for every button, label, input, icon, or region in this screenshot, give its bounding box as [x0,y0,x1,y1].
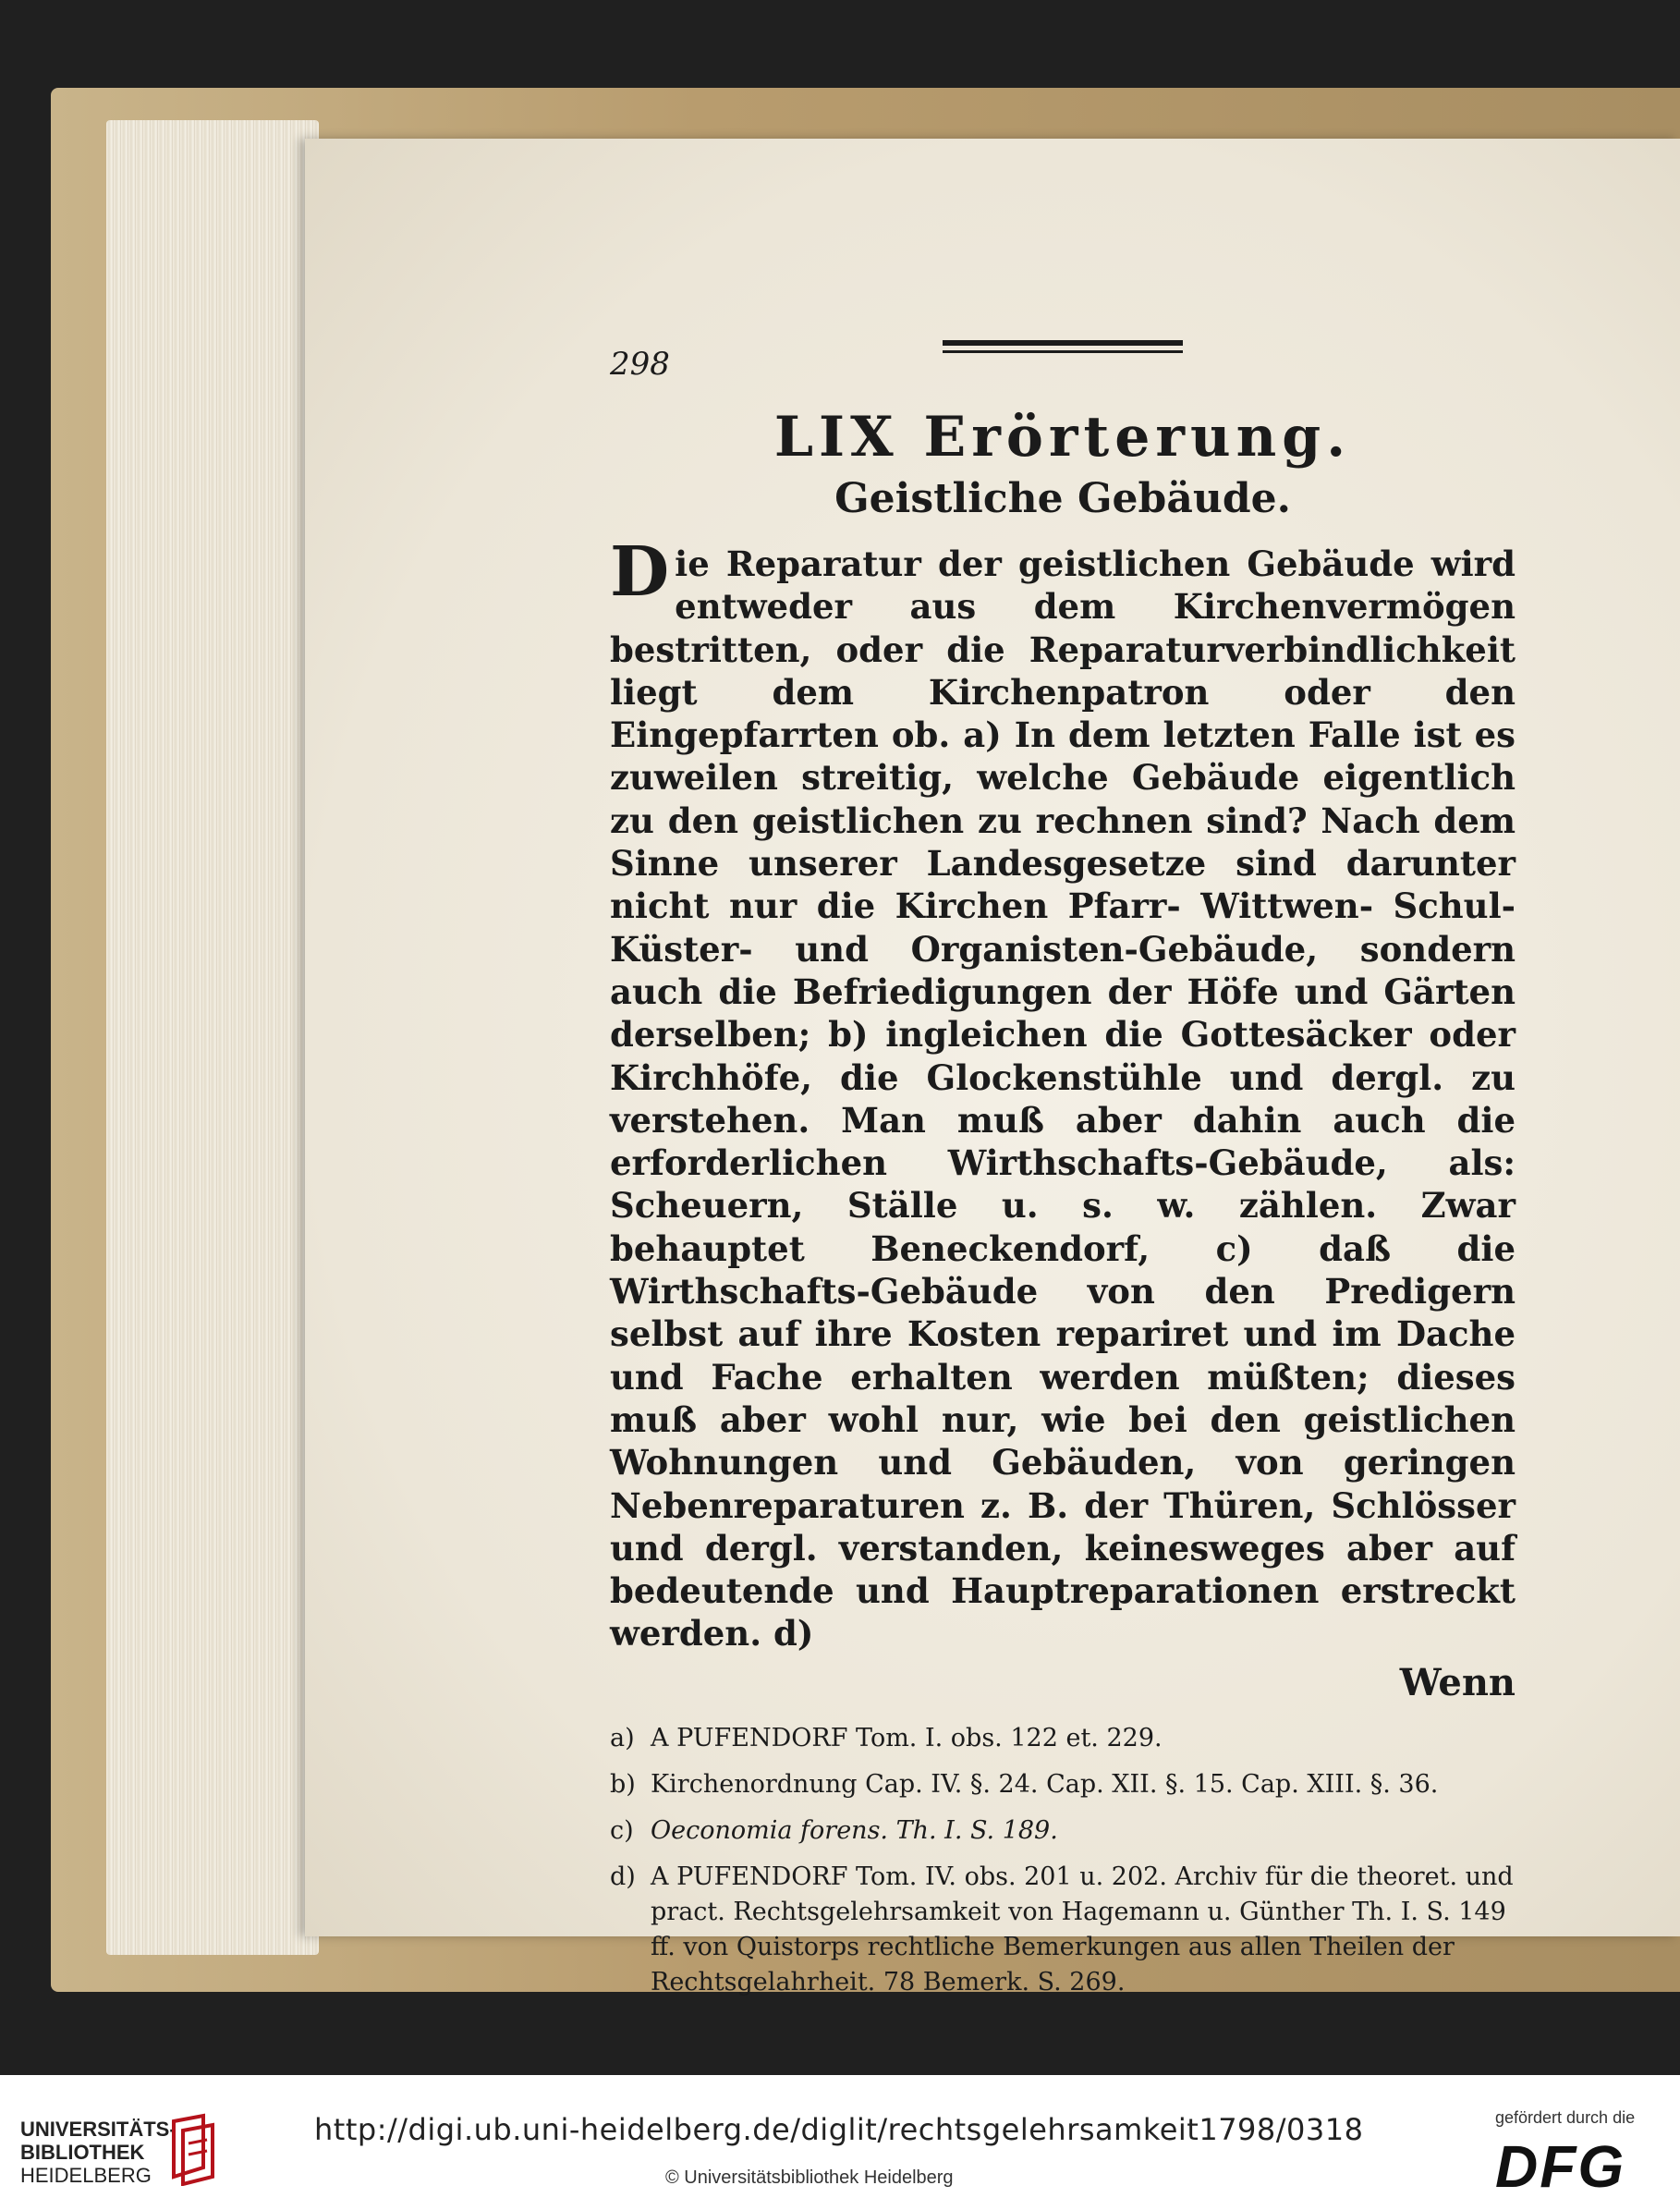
footnote-label: d) [610,1862,636,1891]
header-ornament [943,340,1183,357]
page-number: 298 [610,346,670,383]
library-name-line3: HEIDELBERG [20,2164,152,2187]
library-logo-icon [166,2112,222,2186]
funding-caption: gefördert durch die [1495,2108,1636,2127]
copyright-text: © Universitätsbibliothek Heidelberg [665,2167,954,2188]
footnote-b [610,1767,1516,1802]
footnote-text: Oeconomia forens. Th. I. S. 189. [651,1815,1058,1845]
footnote-text: Kirchenordnung Cap. IV. §. 24. Cap. XII. §. 15. Cap. XIII. §. 36. [651,1769,1439,1799]
body-text [610,532,1516,1655]
footer-bar [0,2075,1680,2210]
footnote-d [610,1860,1516,2000]
chapter-subtitle: Geistliche Gebäude. [834,475,1291,522]
drop-initial: D [610,532,670,612]
dfg-logo: DFG [1495,2133,1626,2200]
footnote-a [610,1721,1516,1756]
footnotes [610,1721,1516,2000]
library-name-line2: BIBLIOTHEK [20,2141,145,2164]
footnote-c [610,1813,1516,1849]
page-edges [106,120,319,1955]
footnote-label: c) [610,1815,634,1845]
library-logo-text [20,2118,177,2187]
permalink-url[interactable]: http://digi.ub.uni-heidelberg.de/diglit/rechtsgelehrsamkeit1798/0318 [314,2112,1364,2147]
page-header [610,333,1516,388]
catchword: Wenn [1399,1660,1516,1704]
footnote-text: A PUFENDORF Tom. I. obs. 122 et. 229. [651,1723,1163,1752]
page-content [610,333,1516,2011]
chapter-title: LIX Erörterung. [773,405,1352,470]
body-paragraph: ie Reparatur der geistlichen Gebäude wird entweder aus dem Kirchenvermögen bestritten, oder die Reparaturverbindlichkeit liegt dem Kirchenpatron oder den Eingepfarrten ob. a) In dem letzten Falle ist es zuweilen streitig, welche Gebäude eigentlich zu den geistlichen zu rechnen sind? Nach dem Sinne unserer Landesgesetze sind darunter nicht nur die Kirchen Pfarr- Wittwen- Schul- Küster- und Organisten-Gebäude, sondern auch die Befriedigungen der Höfe und Gärten derselben; b) ingleichen die Gottesäcker oder Kirchhöfe, die Glockenstühle und dergl. zu verstehen. Man muß aber dahin auch die erforderlichen Wirthschafts-Gebäude, als: Scheuern, Ställe u. s. w. zählen. Zwar behauptet Beneckendorf, c) daß die Wirthschafts-Gebäude von den Predigern selbst auf ihre Kosten repariret und im Dache und Fache erhalten werden müßten; dieses muß aber wohl nur, wie bei den geistlichen Wohnungen und Gebäuden, von geringen Nebenreparaturen z. B. der Thüren, Schlösser und dergl. verstanden, keinesweges aber auf bedeutende und Hauptreparationen erstreckt werden. d) [610,543,1516,1654]
footnote-text: A PUFENDORF Tom. IV. obs. 201 u. 202. Archiv für die theoret. und pract. Rechtsgelehrsamkeit von Hagemann u. Günther Th. I. S. 149 ff. von Quistorps rechtliche Bemerkungen aus allen Theilen der Rechtsgelahrheit. 78 Bemerk. S. 269. [651,1862,1514,1996]
library-name-line1: UNIVERSITÄTS- [20,2118,177,2141]
footnote-label: b) [610,1769,636,1799]
footnote-label: a) [610,1723,635,1752]
